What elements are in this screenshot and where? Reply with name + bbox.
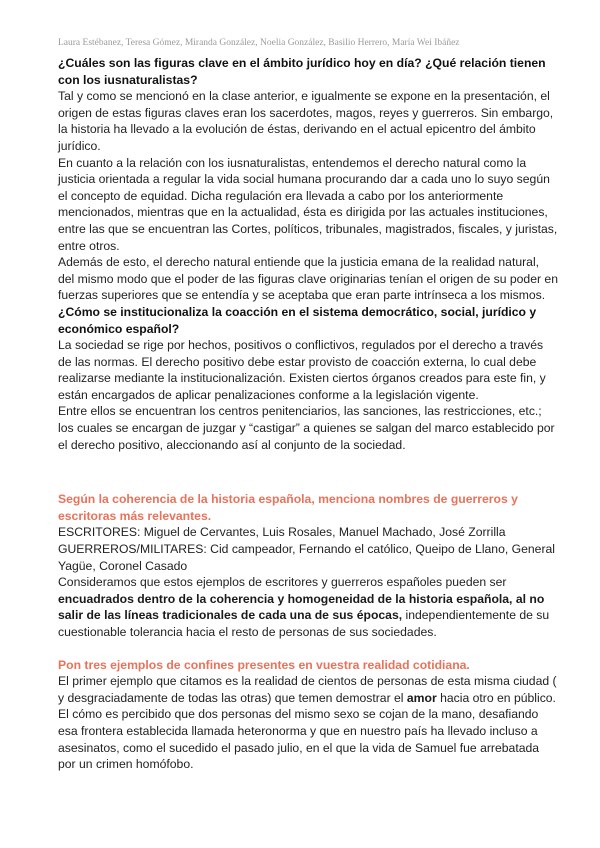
text-run: El primer ejemplo que citamos es la realidad de cientos de personas de esta misma ciudad ( y desgraciadamente de todas las otras) que temen demostrar el [58, 674, 557, 705]
bold-text-run: amor [406, 690, 437, 705]
paragraph [58, 574, 558, 640]
paragraph: En cuanto a la relación con los iusnaturalistas, entendemos el derecho natural como la justicia orientada a regular la vida social humana procurando dar a cada uno lo suyo según el concepto de equidad. Dicha regulación era llevada a cabo por los anteriormente mencionados, mientras que en la actualidad, ésta es dirigida por las actuales instituciones, entre las que se encuentran las Cortes, políticos, tribunales, magistrados, fiscales, y juristas, entre otros. [58, 155, 558, 253]
paragraph: Además de esto, el derecho natural entiende que la justicia emana de la realidad natural, del mismo modo que el poder de las figuras clave originarias tenían el origen de su poder en fuerzas superiores que se entendía y se aceptaba que eran parte intrínseca a los mismos. [58, 255, 558, 303]
question-guerreros-escritoras: Según la coherencia de la historia española, menciona nombres de guerreros y escritoras más relevantes. [58, 492, 518, 523]
text-run: Consideramos que estos ejemplos de escritores y guerreros españoles pueden ser [58, 575, 507, 590]
spacer [58, 641, 558, 657]
writers-list: ESCRITORES: Miguel de Cervantes, Luis Rosales, Manuel Machado, José Zorrilla [58, 525, 506, 540]
text-run: hacia otro en público. El cómo es percibido que dos personas del mismo sexo se cojan de la mano, desafiando esa frontera establecida llamada heteronorma y que en nuestro país ha llevado incluso a asesinatos, como el sucedido el pasado julio, en el que la vida de Samuel fue arrebatada por un crimen homófobo. [58, 690, 556, 772]
spacer [58, 453, 558, 491]
paragraph [58, 673, 558, 773]
question-coaccion: ¿Cómo se institucionaliza la coacción en el sistema democrático, social, jurídico y económico español? [58, 304, 537, 336]
warriors-list: GUERREROS/MILITARES: Cid campeador, Fernando el católico, Queipo de Llano, General Yagüe, Coronel Casado [58, 542, 555, 573]
question-confines: Pon tres ejemplos de confines presentes en vuestra realidad cotidiana. [58, 657, 470, 672]
paragraph: La sociedad se rige por hechos, positivos o conflictivos, regulados por el derecho a través de las normas. El derecho positivo debe estar provisto de coacción externa, lo cual debe realizarse mediante la institucionalización. Existen ciertos órganos creados para este fin, y están encargados de aplicar penalizaciones conforme a la legislación vigente. [58, 338, 546, 402]
text-run: independientemente de su cuestionable tolerancia hacia el resto de personas de sus sociedades. [58, 608, 550, 639]
author-header: Laura Estébanez, Teresa Gómez, Miranda González, Noelia González, Basilio Herrero, María Wei Ibáñez [58, 38, 460, 48]
paragraph: Tal y como se mencionó en la clase anterior, e igualmente se expone en la presentación, el origen de estas figuras claves eran los sacerdotes, magos, reyes y guerreros. Sin embargo, la historia ha llevado a la evolución de éstas, derivando en el actual epicentro del ámbito jurídico. [58, 89, 554, 153]
bold-text-run: encuadrados dentro de la coherencia y homogeneidad de la historia española, al no salir de las líneas tradicionales de cada una de sus épocas, [58, 591, 545, 623]
document-body [58, 55, 558, 773]
question-figuras-clave: ¿Cuáles son las figuras clave en el ámbito jurídico hoy en día? ¿Qué relación tienen con los iusnaturalistas? [58, 56, 546, 87]
paragraph: Entre ellos se encuentran los centros penitenciarios, las sanciones, las restricciones, etc.; los cuales se encargan de juzgar y “castigar” a quienes se salgan del marco establecido por el derecho positivo, aleccionando así al conjunto de la sociedad. [58, 404, 555, 452]
